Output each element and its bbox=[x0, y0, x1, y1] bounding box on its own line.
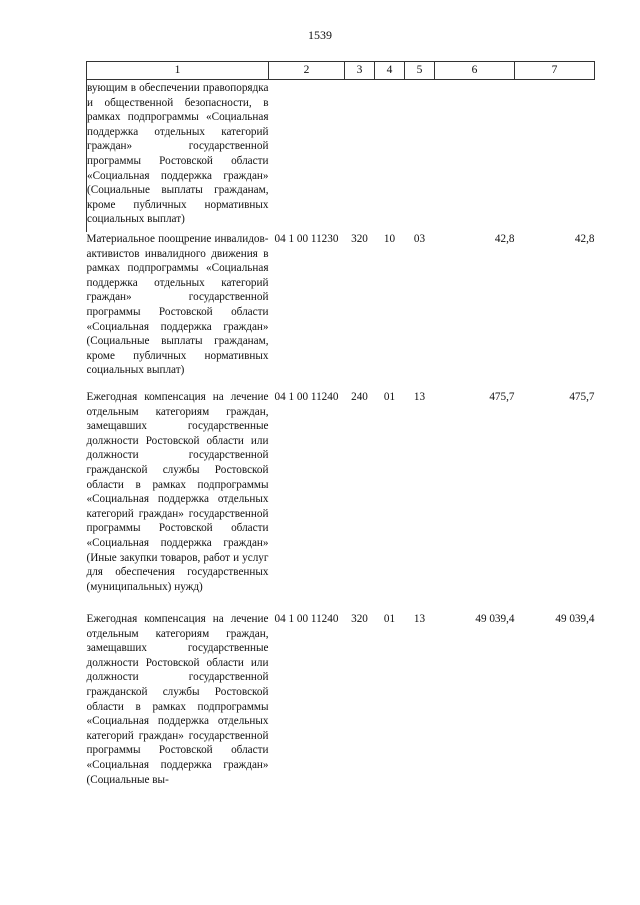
table-row bbox=[87, 612, 595, 787]
row-sum-1: 475,7 bbox=[489, 391, 515, 403]
table-row bbox=[87, 80, 595, 233]
row-code: 04 1 00 11230 bbox=[274, 233, 339, 245]
row-vr: 240 bbox=[351, 391, 368, 403]
table-row bbox=[87, 390, 595, 612]
table-row bbox=[87, 232, 595, 390]
row-code bbox=[269, 80, 345, 233]
row-sum-1: 42,8 bbox=[494, 233, 515, 245]
column-header-5: 5 bbox=[405, 62, 435, 80]
row-vr: 320 bbox=[351, 233, 368, 245]
row-description: Ежегодная компенсация на лечение отдельным категориям граждан, замещавших государственные должности Ростовской области или должности государственной гражданской службы Ростовской области в рамках подпрограммы «Социальная поддержка отдельных категорий граждан» государственной программы Ростовской области «Социальная поддержка граждан» (Иные закупки товаров, работ и услуг для обеспечения государственных (муниципальных) нужд) bbox=[86, 391, 269, 593]
row-code: 04 1 00 11240 bbox=[274, 391, 339, 403]
row-description: Ежегодная компенсация на лечение отдельным категориям граждан, замещавших государственные должности Ростовской области или должности государственной гражданской службы Ростовской области в рамках подпрограммы «Социальная поддержка отдельных категорий граждан» государственной программы Ростовской области «Социальная поддержка граждан» (Социальные вы- bbox=[86, 613, 269, 786]
row-pr bbox=[405, 80, 435, 233]
row-pr: 13 bbox=[413, 391, 426, 403]
row-rz: 10 bbox=[383, 233, 396, 245]
budget-table bbox=[86, 61, 595, 787]
row-sum-2: 49 039,4 bbox=[555, 613, 595, 625]
row-pr: 13 bbox=[413, 613, 426, 625]
page-number: 1539 bbox=[308, 28, 332, 42]
column-header-3: 3 bbox=[345, 62, 375, 80]
column-header-7: 7 bbox=[515, 62, 595, 80]
row-sum-2: 475,7 bbox=[569, 391, 595, 403]
row-sum-1: 49 039,4 bbox=[475, 613, 515, 625]
column-header-1: 1 bbox=[87, 62, 269, 80]
row-sum-2: 42,8 bbox=[574, 233, 595, 245]
header-row bbox=[87, 62, 595, 80]
row-pr: 03 bbox=[413, 233, 426, 245]
row-description: Материальное поощрение инвалидов-активистов инвалидного движения в рамках подпрограммы «Социальная поддержка отдельных категорий граждан» государственной программы Ростовской области «Социальная поддержка граждан» (Социальные выплаты гражданам, кроме публичных нормативных социальных выплат) bbox=[86, 233, 269, 377]
row-rz: 01 bbox=[383, 613, 396, 625]
column-header-6: 6 bbox=[435, 62, 515, 80]
row-code: 04 1 00 11240 bbox=[274, 613, 339, 625]
row-vr bbox=[345, 80, 375, 233]
row-rz: 01 bbox=[383, 391, 396, 403]
column-header-2: 2 bbox=[269, 62, 345, 80]
row-sum-1 bbox=[435, 80, 515, 233]
row-vr: 320 bbox=[351, 613, 368, 625]
row-rz bbox=[375, 80, 405, 233]
column-header-4: 4 bbox=[375, 62, 405, 80]
row-description: вующим в обеспечении правопорядка и общественной безопасности, в рамках подпрограммы «Социальная поддержка отдельных категорий граждан» государственной программы Ростовской области «Социальная поддержка граждан» (Социальные выплаты гражданам, кроме публичных нормативных социальных выплат) bbox=[87, 80, 269, 233]
row-sum-2 bbox=[515, 80, 595, 233]
